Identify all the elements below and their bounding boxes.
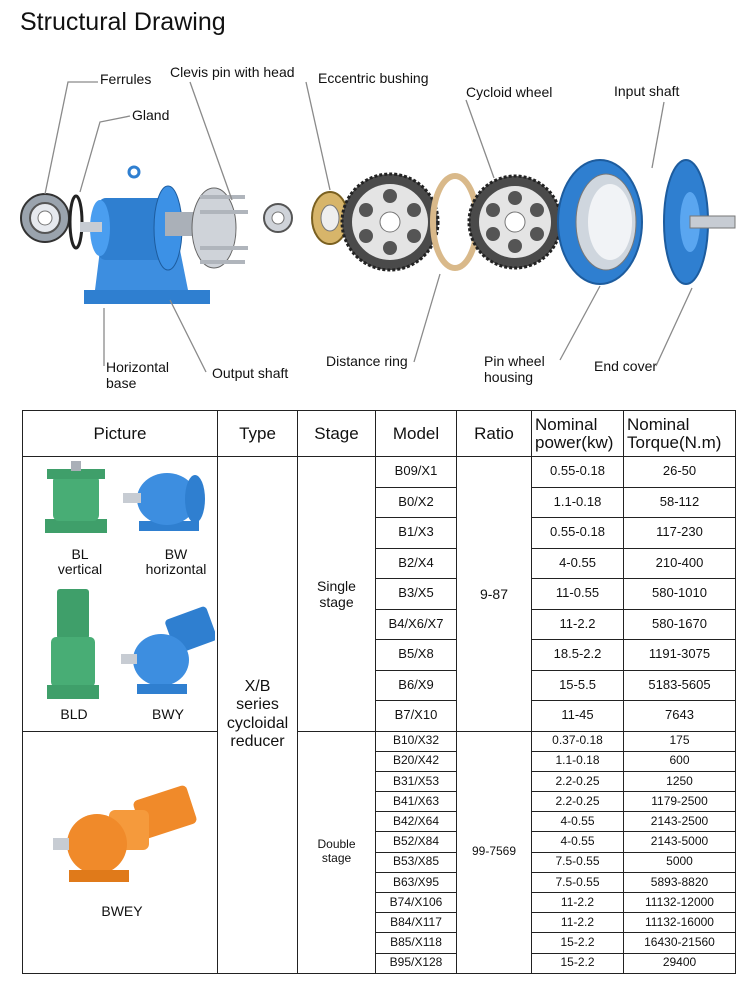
bwey-label: BWEY — [101, 902, 143, 919]
single-stage-cell — [298, 457, 376, 732]
spec-table — [22, 410, 736, 974]
double-stage-cell — [298, 731, 376, 973]
model-cell: B53/X85 — [376, 852, 457, 872]
type-cell — [218, 457, 298, 974]
power-cell: 0.37-0.18 — [532, 731, 624, 751]
torque-cell: 11132-12000 — [624, 893, 736, 913]
ferrule-bearing-illustration — [21, 194, 69, 242]
type-line-3: cycloidal — [226, 714, 289, 732]
single-ratio-cell: 9-87 — [457, 457, 532, 732]
leader-end-cover — [656, 288, 692, 366]
cycloid-disc-illustration-2 — [469, 176, 561, 268]
header-torque-line-2: Torque(N.m) — [627, 432, 722, 452]
model-cell: B52/X84 — [376, 832, 457, 852]
double-stage-pictures — [23, 731, 218, 973]
header-torque — [624, 411, 736, 457]
torque-cell: 1191-3075 — [624, 640, 736, 671]
torque-cell: 5183-5605 — [624, 670, 736, 701]
torque-cell: 26-50 — [624, 457, 736, 488]
label-eccentric-bushing: Eccentric bushing — [318, 70, 429, 86]
model-cell: B20/X42 — [376, 751, 457, 771]
torque-cell: 175 — [624, 731, 736, 751]
cycloid-disc-illustration-1 — [342, 174, 438, 270]
single-stage-pictures — [23, 457, 218, 732]
bl-label — [35, 547, 125, 578]
bwey-reducer-image — [53, 772, 198, 892]
torque-cell: 29400 — [624, 953, 736, 973]
header-picture: Picture — [23, 411, 218, 457]
power-cell: 7.5-0.55 — [532, 852, 624, 872]
bld-reducer-image — [43, 589, 103, 707]
power-cell: 0.55-0.18 — [532, 518, 624, 549]
bld-label: BLD — [60, 706, 88, 722]
label-pin-wheel-housing-2: housing — [484, 369, 534, 385]
power-cell: 1.1-0.18 — [532, 487, 624, 518]
label-end-cover: End cover — [594, 358, 658, 374]
table-row — [23, 731, 736, 751]
header-power-line-1: Nominal — [535, 414, 598, 434]
bw-horizontal-reducer-image — [121, 461, 211, 539]
double-stage-line-1: Double — [317, 837, 356, 852]
pin-wheel-housing-illustration — [558, 160, 642, 284]
model-cell: B42/X64 — [376, 812, 457, 832]
header-stage: Stage — [298, 411, 376, 457]
model-cell: B10/X32 — [376, 731, 457, 751]
bwy-reducer-image — [119, 602, 215, 702]
header-power-line-2: power(kw) — [535, 432, 614, 452]
label-horizontal-base-1: Horizontal — [106, 359, 170, 375]
power-cell: 2.2-0.25 — [532, 771, 624, 791]
leader-distance-ring — [414, 274, 440, 362]
power-cell: 4-0.55 — [532, 548, 624, 579]
model-cell: B95/X128 — [376, 953, 457, 973]
model-cell: B31/X53 — [376, 771, 457, 791]
torque-cell: 117-230 — [624, 518, 736, 549]
leader-pin-wheel-housing — [560, 286, 600, 360]
power-cell: 2.2-0.25 — [532, 792, 624, 812]
exploded-diagram-svg — [0, 50, 750, 400]
model-cell: B74/X106 — [376, 893, 457, 913]
label-distance-ring: Distance ring — [326, 353, 408, 369]
model-cell: B1/X3 — [376, 518, 457, 549]
header-power — [532, 411, 624, 457]
label-cycloid-wheel: Cycloid wheel — [466, 84, 553, 100]
leader-clevis-pin — [190, 82, 232, 200]
torque-cell: 58-112 — [624, 487, 736, 518]
power-cell: 11-45 — [532, 701, 624, 732]
power-cell: 4-0.55 — [532, 812, 624, 832]
model-cell: B09/X1 — [376, 457, 457, 488]
torque-cell: 600 — [624, 751, 736, 771]
model-cell: B84/X117 — [376, 913, 457, 933]
leader-cycloid-wheel — [466, 100, 494, 178]
leader-input-shaft — [652, 102, 664, 168]
torque-cell: 5893-8820 — [624, 872, 736, 892]
model-cell: B7/X10 — [376, 701, 457, 732]
model-cell: B41/X63 — [376, 792, 457, 812]
model-cell: B5/X8 — [376, 640, 457, 671]
header-model: Model — [376, 411, 457, 457]
bl-label-line-1: BL — [71, 546, 89, 562]
torque-cell: 5000 — [624, 852, 736, 872]
torque-cell: 580-1670 — [624, 609, 736, 640]
double-stage-line-2: stage — [321, 851, 352, 866]
model-cell: B63/X95 — [376, 872, 457, 892]
bw-label-line-2: horizontal — [145, 561, 207, 578]
torque-cell: 1250 — [624, 771, 736, 791]
torque-cell: 210-400 — [624, 548, 736, 579]
power-cell: 18.5-2.2 — [532, 640, 624, 671]
double-ratio-cell: 99-7569 — [457, 731, 532, 973]
leader-output-shaft — [170, 300, 206, 372]
label-gland: Gland — [132, 107, 170, 123]
label-output-shaft: Output shaft — [212, 365, 289, 381]
label-clevis-pin: Clevis pin with head — [170, 64, 295, 80]
table-row — [23, 457, 736, 488]
type-line-2: series — [236, 696, 279, 714]
bw-label-line-1: BW — [164, 546, 188, 562]
bl-label-line-2: vertical — [57, 561, 103, 578]
model-cell: B2/X4 — [376, 548, 457, 579]
type-line-4: reducer — [230, 733, 285, 751]
power-cell: 11-2.2 — [532, 893, 624, 913]
power-cell: 4-0.55 — [532, 832, 624, 852]
power-cell: 11-2.2 — [532, 913, 624, 933]
power-cell: 15-2.2 — [532, 933, 624, 953]
single-stage-line-1: Single — [317, 577, 356, 594]
leader-gland — [80, 116, 130, 192]
power-cell: 0.55-0.18 — [532, 457, 624, 488]
power-cell: 11-2.2 — [532, 609, 624, 640]
torque-cell: 2143-5000 — [624, 832, 736, 852]
type-line-1: X/B — [244, 678, 271, 696]
model-cell: B0/X2 — [376, 487, 457, 518]
header-torque-line-1: Nominal — [627, 414, 690, 434]
torque-cell: 2143-2500 — [624, 812, 736, 832]
label-pin-wheel-housing-1: Pin wheel — [484, 353, 545, 369]
bwy-label: BWY — [152, 706, 184, 722]
torque-cell: 16430-21560 — [624, 933, 736, 953]
power-cell: 15-2.2 — [532, 953, 624, 973]
leader-ferrules — [45, 82, 98, 194]
end-cover-illustration — [664, 160, 735, 284]
torque-cell: 580-1010 — [624, 579, 736, 610]
power-cell: 15-5.5 — [532, 670, 624, 701]
header-ratio: Ratio — [457, 411, 532, 457]
label-input-shaft: Input shaft — [614, 83, 680, 99]
power-cell: 7.5-0.55 — [532, 872, 624, 892]
model-cell: B85/X118 — [376, 933, 457, 953]
model-cell: B4/X6/X7 — [376, 609, 457, 640]
header-type: Type — [218, 411, 298, 457]
model-cell: B3/X5 — [376, 579, 457, 610]
page-title: Structural Drawing — [20, 8, 226, 36]
leader-eccentric-bushing — [306, 82, 330, 190]
model-cell: B6/X9 — [376, 670, 457, 701]
torque-cell: 11132-16000 — [624, 913, 736, 933]
power-cell: 1.1-0.18 — [532, 751, 624, 771]
table-header-row — [23, 411, 736, 457]
label-horizontal-base-2: base — [106, 375, 137, 391]
bl-vertical-reducer-image — [35, 461, 117, 539]
power-cell: 11-0.55 — [532, 579, 624, 610]
label-ferrules: Ferrules — [100, 71, 152, 87]
single-stage-line-2: stage — [319, 593, 354, 610]
torque-cell: 1179-2500 — [624, 792, 736, 812]
torque-cell: 7643 — [624, 701, 736, 732]
exploded-diagram — [0, 50, 750, 400]
bw-label — [131, 547, 221, 578]
small-bearing-illustration — [264, 204, 292, 232]
